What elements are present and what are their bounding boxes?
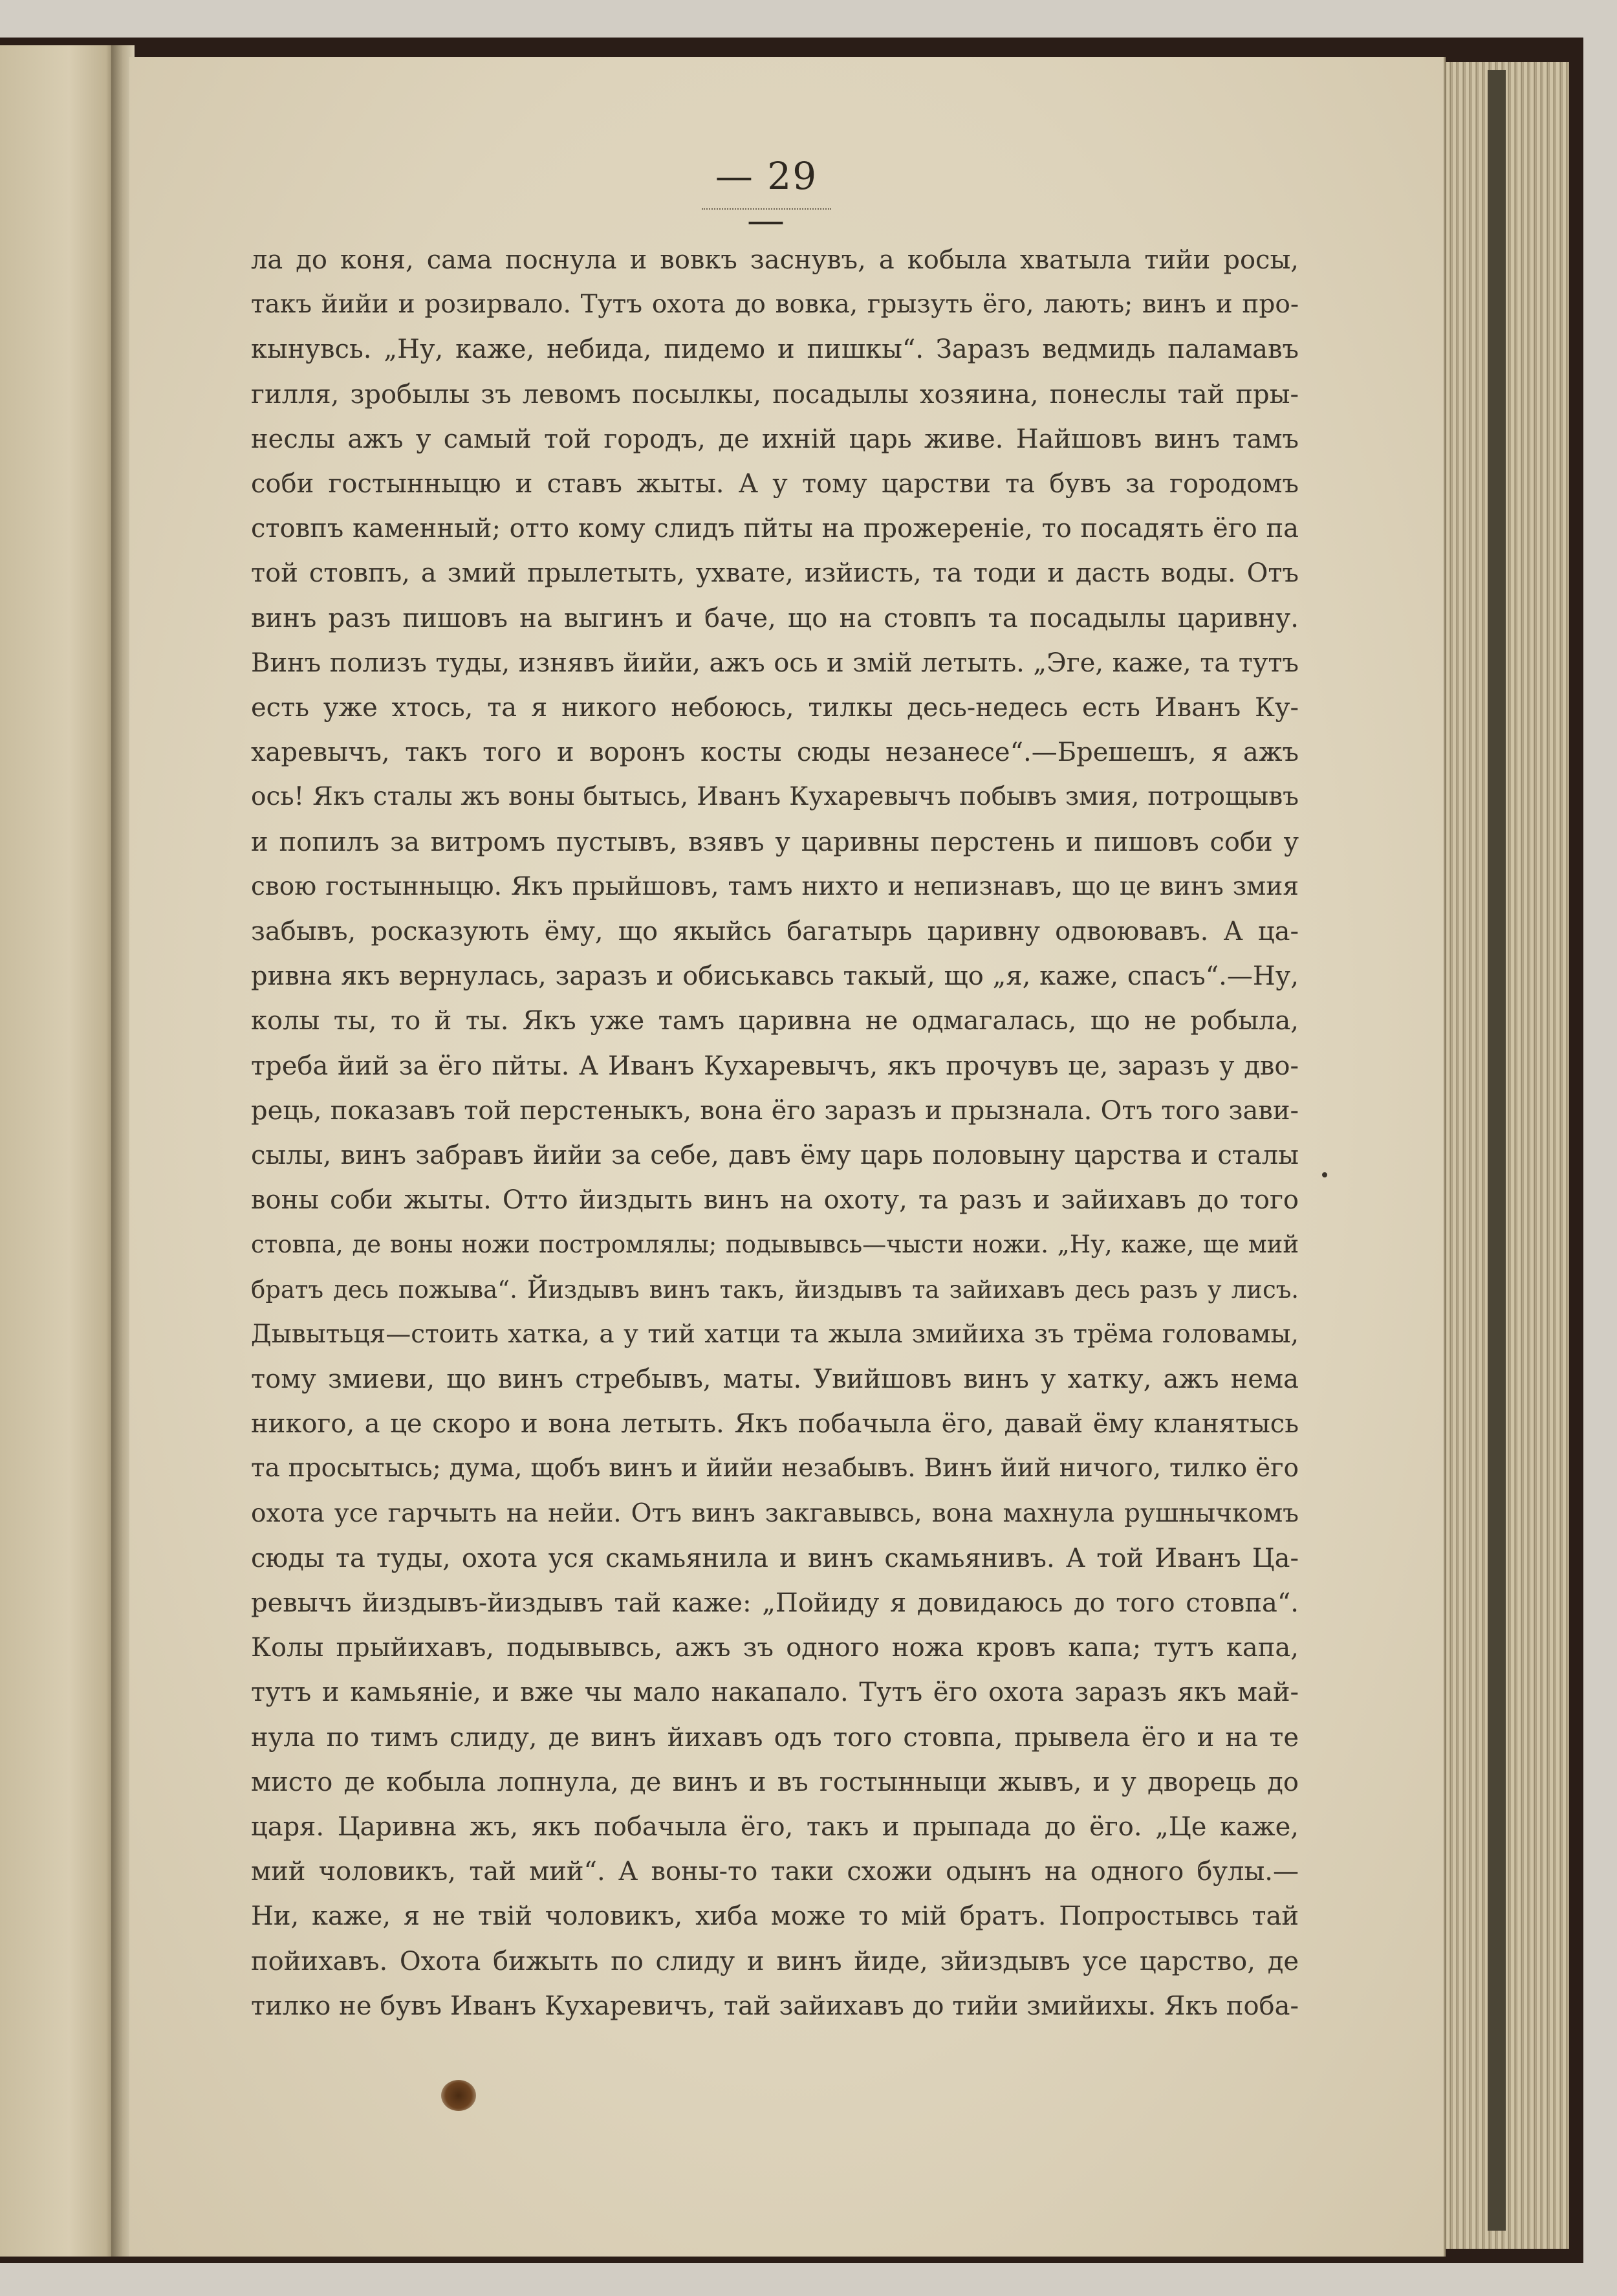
text-line: тутъ и камьяніе, и вже чы мало накапало. Тутъ ёго охота заразъ якъ май- — [251, 1678, 1299, 1708]
ink-stain — [441, 2080, 476, 2111]
text-line: такъ йийи и розирвало. Тутъ охота до вовка, грызуть ёго, лають; винъ и про- — [251, 290, 1299, 320]
text-line: неслы ажъ у самый той городъ, де ихній царь живе. Найшовъ винъ тамъ — [251, 424, 1299, 454]
margin-mark — [1322, 1172, 1327, 1177]
text-line: треба йий за ёго пйты. А Иванъ Кухаревычъ, якъ прочувъ це, заразъ у дво- — [251, 1051, 1299, 1081]
text-line: ось! Якъ сталы жъ воны бытысь, Иванъ Кухаревычъ побывъ змия, потрощывъ — [251, 782, 1299, 812]
text-line: гилля, зробылы зъ левомъ посылкы, посадылы хозяина, понеслы тай пры- — [251, 379, 1299, 410]
text-line: той стовпъ, а змий прылетыть, ухвате, изйисть, та тоди и дасть воды. Отъ — [251, 558, 1299, 589]
text-line: ла до коня, сама поснула и вовкъ заснувъ, а кобыла хватыла тийи росы, — [251, 245, 1299, 275]
text-line: свою гостынныцю. Якъ прыйшовъ, тамъ нихто и непизнавъ, що це винъ змия — [251, 871, 1299, 901]
text-line: братъ десь пожыва“. Йиздывъ винъ такъ, йиздывъ та зайихавъ десь разъ у лисъ. — [251, 1275, 1299, 1304]
text-line: Винъ полизъ туды, изнявъ йийи, ажъ ось и змій летыть. „Эге, каже, та тутъ — [251, 648, 1299, 678]
page-number: — 29 — — [715, 154, 818, 242]
page-number-underline — [702, 208, 831, 212]
text-line: царя. Царивна жъ, якъ побачыла ёго, такъ и прыпада до ёго. „Це каже, — [251, 1812, 1299, 1842]
text-line: сюды та туды, охота уся скамьянила и винъ скамьянивъ. А той Иванъ Ца- — [251, 1543, 1299, 1573]
text-line: тому змиеви, що винъ стребывъ, маты. Увийшовъ винъ у хатку, ажъ нема — [251, 1364, 1299, 1394]
text-line: стовпа, де воны ножи постромлялы; подывывсь—чысти ножи. „Ну, каже, ще мий — [251, 1230, 1299, 1259]
text-line: воны соби жыты. Отто йиздыть винъ на охоту, та разъ и зайихавъ до того — [251, 1185, 1299, 1216]
text-line: Дывытьця—стоить хатка, а у тий хатци та жыла змийиха зъ трёма головамы, — [251, 1319, 1299, 1349]
text-line: мисто де кобыла лопнула, де винъ и въ гостынныци жывъ, и у дворець до — [251, 1767, 1299, 1797]
text-line: Колы прыйихавъ, подывывсь, ажъ зъ одного ножа кровъ капа; тутъ капа, — [251, 1633, 1299, 1663]
text-line: ревычъ йиздывъ-йиздывъ тай каже: „Пойиду я довидаюсь до того стовпа“. — [251, 1588, 1299, 1618]
text-line: мий чоловикъ, тай мий“. А воны-то таки схожи одынъ на одного булы.— — [251, 1857, 1299, 1887]
page-edges — [1444, 62, 1569, 2249]
text-line: пойихавъ. Охота бижыть по слиду и винъ йиде, зйиздывъ усе царство, де — [251, 1946, 1299, 1976]
text-line: есть уже хтось, та я никого небоюсь, тилкы десь-недесь есть Иванъ Ку- — [251, 693, 1299, 723]
text-line: нула по тимъ слиду, де винъ йихавъ одъ того стовпа, прывела ёго и на те — [251, 1722, 1299, 1753]
text-line: забывъ, росказують ёму, що якыйсь багатырь царивну одвоювавъ. А ца- — [251, 917, 1299, 946]
text-line: стовпъ каменный; отто кому слидъ пйты на прожереніе, то посадять ёго па — [251, 514, 1299, 544]
text-line: тилко не бувъ Иванъ Кухаревичъ, тай зайихавъ до тийи змийихы. Якъ поба- — [251, 1991, 1299, 2021]
text-line: харевычъ, такъ того и воронъ косты сюды незанесе“.—Брешешъ, я ажъ — [251, 738, 1299, 768]
text-line: колы ты, то й ты. Якъ уже тамъ царивна не одмагалась, що не робыла, — [251, 1006, 1299, 1036]
text-line: охота усе гарчыть на нейи. Отъ винъ закгавывсь, вона махнула рушнычкомъ — [251, 1498, 1299, 1528]
text-line: рець, показавъ той перстеныкъ, вона ёго заразъ и прызнала. Отъ того зави- — [251, 1095, 1299, 1126]
text-line: соби гостынныцю и ставъ жыты. А у тому царстви та бувъ за городомъ — [251, 469, 1299, 499]
text-line: ривна якъ вернулась, заразъ и обиськавсь такый, що „я, каже, спасъ“.—Ну, — [251, 961, 1299, 992]
text-line: никого, а це скоро и вона летыть. Якъ побачыла ёго, давай ёму кланятысь — [251, 1409, 1299, 1439]
text-line: та просытысь; дума, щобъ винъ и йийи незабывъ. Винъ йий ничого, тилко ёго — [251, 1454, 1299, 1483]
text-line: сылы, винъ забравъ йийи за себе, давъ ёму царь половыну царства и сталы — [251, 1141, 1299, 1170]
left-page-edge — [0, 45, 115, 2257]
text-line: и попилъ за витромъ пустывъ, взявъ у царивны перстень и пишовъ соби у — [251, 827, 1299, 857]
text-line: кынувсь. „Ну, каже, небида, пидемо и пишкы“. Заразъ ведмидь паламавъ — [251, 334, 1299, 365]
text-line: винъ разъ пишовъ на выгинъ и баче, що на стовпъ та посадылы царивну. — [251, 603, 1299, 633]
text-line: Ни, каже, я не твій чоловикъ, хиба може то мій братъ. Попростывсь тай — [251, 1901, 1299, 1932]
page-edges-shadow — [1488, 70, 1506, 2231]
